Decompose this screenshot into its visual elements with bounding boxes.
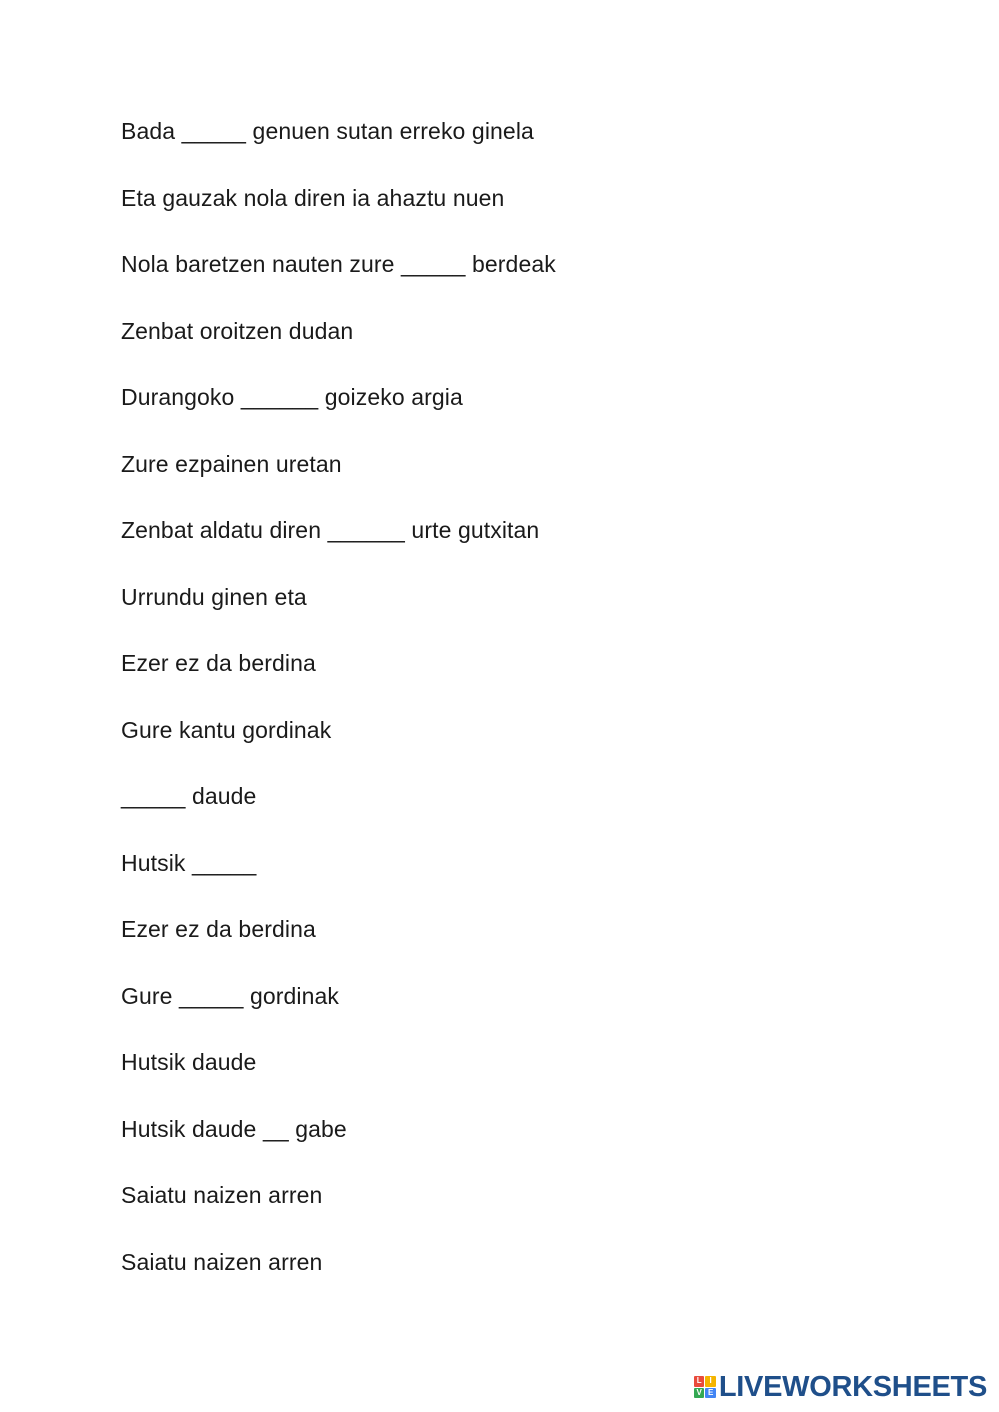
lyric-line: _____ daude [121, 783, 257, 809]
lyric-line: Saiatu naizen arren [121, 1182, 323, 1208]
worksheet-text [121, 118, 941, 1315]
lyric-line: Gure _____ gordinak [121, 982, 339, 1009]
lyric-line: Zenbat oroitzen dudan [121, 317, 354, 344]
lyric-line: Durangoko ______ goizeko argia [121, 384, 463, 410]
logo-letter: L [694, 1376, 705, 1387]
liveworksheets-logo-icon [694, 1376, 716, 1398]
lyric-line: Saiatu naizen arren [121, 1248, 323, 1275]
logo-letter: E [705, 1388, 716, 1399]
lyric-line: Hutsik daude [121, 1049, 257, 1075]
liveworksheets-brand [694, 1372, 987, 1402]
lyric-line: Gure kantu gordinak [121, 716, 332, 743]
lyric-line: Hutsik _____ [121, 849, 257, 876]
brand-name: LIVEWORKSHEETS [718, 1371, 987, 1403]
lyric-line: Bada _____ genuen sutan erreko ginela [121, 118, 534, 144]
logo-letter: I [705, 1376, 716, 1387]
lyric-line: Zure ezpainen uretan [121, 450, 342, 477]
lyric-line: Nola baretzen nauten zure _____ berdeak [121, 251, 556, 277]
lyric-line: Ezer ez da berdina [121, 650, 316, 676]
logo-letter: V [694, 1388, 705, 1399]
lyric-line: Ezer ez da berdina [121, 916, 316, 942]
lyric-line: Eta gauzak nola diren ia ahaztu nuen [121, 184, 505, 211]
lyric-line: Zenbat aldatu diren ______ urte gutxitan [121, 517, 540, 543]
lyric-line: Urrundu ginen eta [121, 583, 307, 610]
lyric-line: Hutsik daude __ gabe [121, 1115, 347, 1142]
